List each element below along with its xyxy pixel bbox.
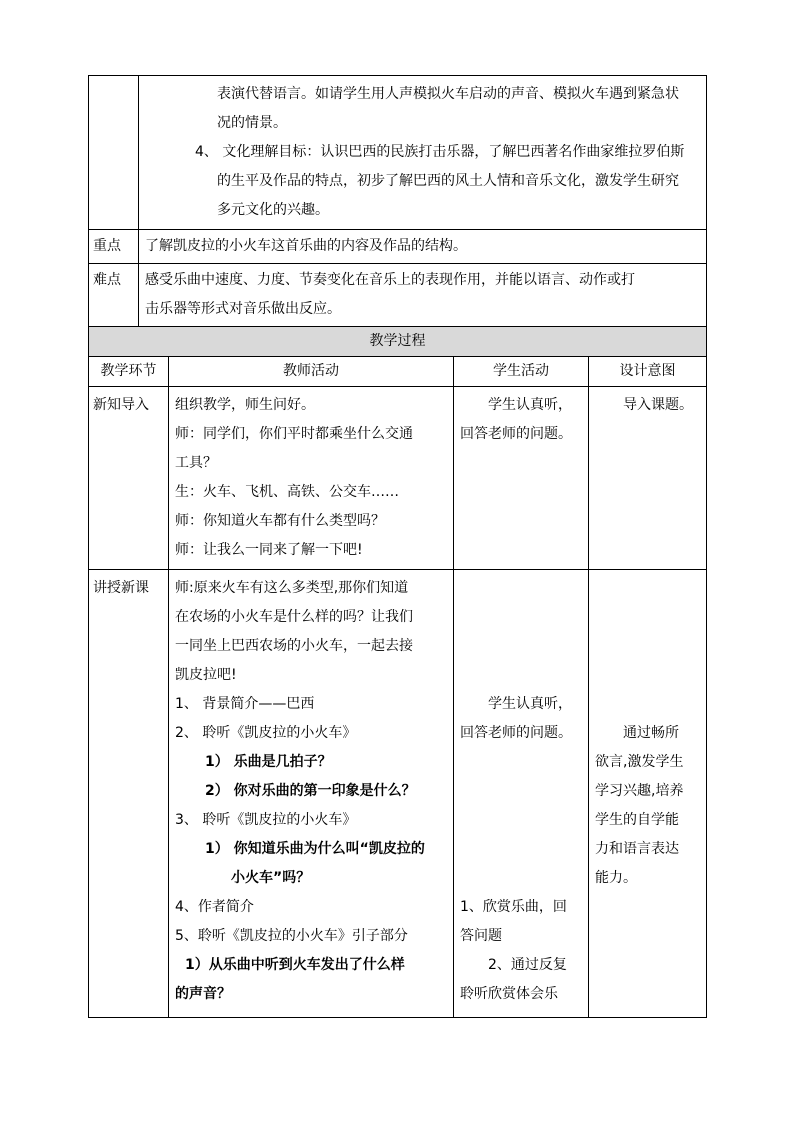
- stage-cell: 讲授新课: [89, 570, 169, 1018]
- student-line: 回答老师的问题。: [460, 426, 572, 442]
- lesson-plan-table: [88, 75, 707, 1018]
- objective-line: 表演代替语言。如请学生用人声模拟火车启动的声音、模拟火车遇到紧急状: [217, 86, 679, 102]
- teacher-question-line: 2） 你对乐曲的第一印象是什么？: [205, 783, 416, 799]
- difficulty-row: [89, 264, 707, 327]
- teacher-line: 师：同学们，你们平时都乘坐什么交通: [175, 426, 413, 442]
- teacher-activity-cell: [169, 570, 454, 1018]
- column-header-stage: 教学环节: [89, 357, 169, 387]
- teacher-line: 一同坐上巴西农场的小火车，一起去接: [175, 638, 413, 654]
- key-point-row: [89, 230, 707, 264]
- intent-line: 学生的自学能: [595, 812, 679, 828]
- teacher-line: 在农场的小火车是什么样的吗？让我们: [175, 609, 413, 625]
- teacher-question-line: 1） 乐曲是几拍子？: [205, 754, 332, 770]
- student-line: 答问题: [460, 928, 502, 944]
- difficulty-line: 感受乐曲中速度、力度、节奏变化在音乐上的表现作用，并能以语言、动作或打: [145, 272, 635, 288]
- key-point-label: 重点: [89, 230, 139, 264]
- teacher-line: 2、 聆听《凯皮拉的小火车》: [175, 725, 357, 741]
- teacher-line: 1、 背景简介——巴西: [175, 696, 315, 712]
- objectives-text-cell: [139, 76, 707, 230]
- student-line: 学生认真听，: [488, 397, 572, 413]
- objectives-empty-label: [89, 76, 139, 230]
- table-row: [89, 570, 707, 1018]
- intent-cell: [589, 570, 707, 1018]
- teacher-activity-cell: [169, 387, 454, 570]
- teacher-line: 4、作者简介: [175, 899, 254, 915]
- objective-line: 4、 文化理解目标：认识巴西的民族打击乐器，了解巴西著名作曲家维拉罗伯斯: [195, 144, 685, 160]
- student-activity-cell: [454, 570, 589, 1018]
- teacher-line: 组织教学，师生问好。: [175, 397, 315, 413]
- teacher-line: 师：你知道火车都有什么类型吗？: [175, 513, 385, 529]
- difficulty-label: 难点: [89, 264, 139, 327]
- objective-line: 多元文化的兴趣。: [217, 202, 329, 218]
- difficulty-text-cell: [139, 264, 707, 327]
- teacher-line: 师:原来火车有这么多类型,那你们知道: [175, 580, 409, 596]
- teacher-line: 3、 聆听《凯皮拉的小火车》: [175, 812, 357, 828]
- student-line: 聆听欣赏体会乐: [460, 986, 558, 1002]
- column-header-row: [89, 357, 707, 387]
- column-header-teacher: 教师活动: [169, 357, 454, 387]
- teaching-process-banner: 教学过程: [89, 327, 707, 357]
- teacher-question-line: 1）从乐曲中听到火车发出了什么样: [185, 957, 405, 973]
- intent-line: 学习兴趣,培养: [595, 783, 684, 799]
- student-line: 学生认真听，: [488, 696, 572, 712]
- table-row: [89, 387, 707, 570]
- teacher-question-line: 的声音？: [175, 986, 231, 1002]
- teacher-line: 工具？: [175, 455, 217, 471]
- objective-line: 的生平及作品的特点，初步了解巴西的风土人情和音乐文化，激发学生研究: [217, 173, 679, 189]
- intent-line: 欲言,激发学生: [595, 754, 684, 770]
- objective-line: 况的情景。: [217, 115, 287, 131]
- teacher-line: 5、聆听《凯皮拉的小火车》引子部分: [175, 928, 408, 944]
- teacher-line: 师：让我么一同来了解一下吧!: [175, 542, 363, 558]
- stage-cell: 新知导入: [89, 387, 169, 570]
- student-line: 回答老师的问题。: [460, 725, 572, 741]
- teacher-line: 生：火车、飞机、高铁、公交车……: [175, 484, 399, 500]
- teacher-question-line: 小火车”吗？: [231, 870, 311, 886]
- intent-line: 通过畅所: [623, 725, 679, 741]
- intent-line: 能力。: [595, 870, 637, 886]
- intent-line: 力和语言表达: [595, 841, 679, 857]
- student-activity-cell: [454, 387, 589, 570]
- teacher-line: 凯皮拉吧!: [175, 667, 237, 683]
- column-header-student: 学生活动: [454, 357, 589, 387]
- difficulty-line: 击乐器等形式对音乐做出反应。: [145, 301, 341, 317]
- teacher-question-line: 1） 你知道乐曲为什么叫“凯皮拉的: [205, 841, 425, 857]
- objectives-continuation-row: [89, 76, 707, 230]
- intent-cell: [589, 387, 707, 570]
- student-line: 2、通过反复: [488, 957, 567, 973]
- key-point-text: 了解凯皮拉的小火车这首乐曲的内容及作品的结构。: [139, 230, 707, 264]
- column-header-intent: 设计意图: [589, 357, 707, 387]
- teaching-process-banner-row: [89, 327, 707, 357]
- student-line: 1、欣赏乐曲，回: [460, 899, 567, 915]
- intent-line: 导入课题。: [623, 397, 693, 413]
